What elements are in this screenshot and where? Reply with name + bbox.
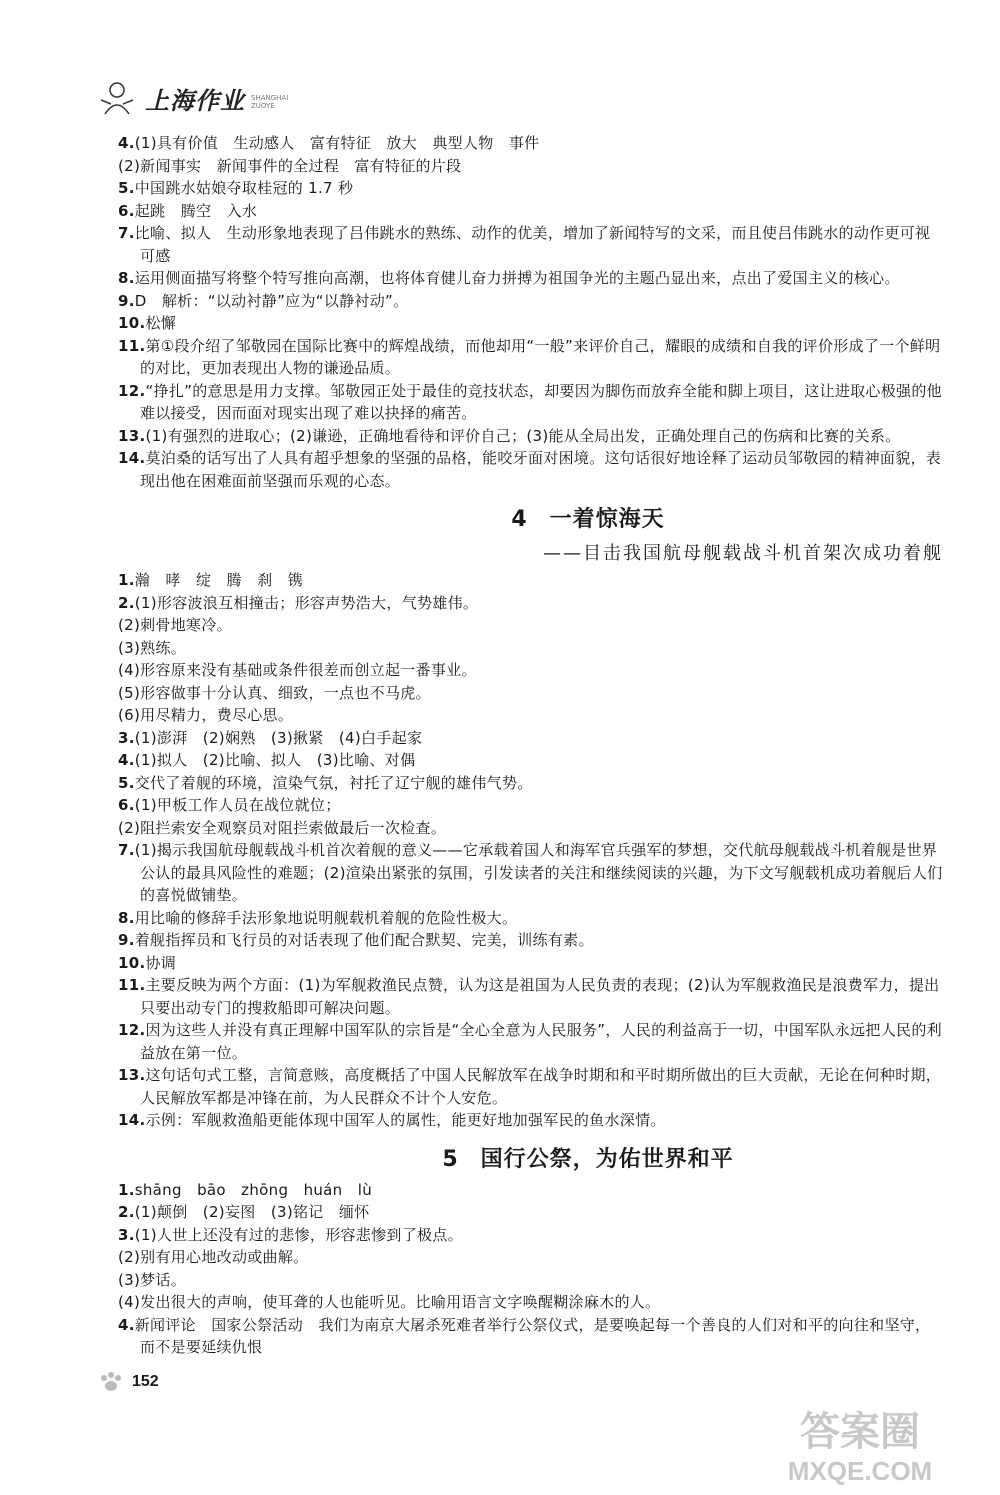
answer-number: 11. <box>118 976 146 994</box>
answer-item <box>118 592 943 615</box>
answer-number: 14. <box>118 1111 146 1129</box>
answer-item <box>118 200 943 223</box>
answer-item <box>118 335 943 380</box>
boy-mascot-icon <box>95 80 139 116</box>
answer-text: (1)颠倒 (2)妄图 (3)铭记 缅怀 <box>134 1203 370 1221</box>
answer-text: 用比喻的修辞手法形象地说明舰载机着舰的危险性极大。 <box>134 908 518 927</box>
answer-number: 3. <box>118 1225 135 1244</box>
answer-text: (4)形容原来没有基础或条件很差而创立起一番事业。 <box>118 661 477 679</box>
answer-item <box>118 1246 943 1269</box>
answer-text: (3)熟练。 <box>118 638 187 657</box>
answer-item <box>118 177 943 200</box>
answer-number: 4. <box>118 134 135 152</box>
answer-item <box>118 637 943 660</box>
answer-text: (1)形容波浪互相撞击；形容声势浩大，气势雄伟。 <box>134 593 479 612</box>
answer-number: 12. <box>118 1021 146 1039</box>
answer-text: 协调 <box>145 953 177 972</box>
answer-number: 11. <box>118 336 146 355</box>
answer-text: 着舰指挥员和飞行员的对话表现了他们配合默契、完美，训练有素。 <box>134 931 594 949</box>
answer-number: 12. <box>118 381 146 400</box>
answer-item <box>118 817 943 840</box>
answer-item <box>118 447 943 492</box>
answer-number: 13. <box>118 1066 146 1084</box>
answer-number: 9. <box>118 291 135 310</box>
answer-item <box>118 907 943 930</box>
answer-item <box>118 1019 943 1064</box>
answer-item <box>118 659 943 682</box>
answer-item <box>118 839 943 907</box>
answer-item <box>118 1269 943 1292</box>
section-number: 5 <box>442 1146 459 1172</box>
watermark-main: 答案圈 <box>800 1410 920 1454</box>
watermark-logo <box>760 1400 960 1490</box>
answer-item <box>118 614 943 637</box>
answer-text: 比喻、拟人 生动形象地表现了吕伟跳水的熟练、动作的优美，增加了新闻特写的文采，而且使吕伟跳水的动作更可视可感 <box>134 224 931 265</box>
answer-number: 4. <box>118 1315 135 1334</box>
answer-text: (1)拟人 (2)比喻、拟人 (3)比喻、对偶 <box>134 751 416 769</box>
answer-number: 1. <box>118 571 135 589</box>
answer-text: 新闻评论 国家公祭活动 我们为南京大屠杀死难者举行公祭仪式，是要唤起每一个善良的人们对和平的向往和坚守，而不是要延续仇恨 <box>134 1315 931 1356</box>
answer-item <box>118 772 943 795</box>
answer-content <box>118 132 943 1359</box>
section-4-subtitle: ——目击我国航母舰载战斗机首架次成功着舰 <box>543 543 943 564</box>
answer-text: 主要反映为两个方面：(1)为军舰救渔民点赞，认为这是祖国为人民负责的表现；(2)认为军舰救渔民是浪费军力，提出只要出动专门的搜救船即可解决问题。 <box>140 976 940 1017</box>
answer-text: (1)揭示我国航母舰载战斗机首次着舰的意义——它承载着国人和海军官兵强军的梦想，交代航母舰载战斗机着舰是世界公认的最具风险性的难题；(2)渲染出紧张的氛围，引发读者的关注和继续阅读的兴趣，为下文写舰载机成功着舰后人们的喜悦做铺垫。 <box>134 841 943 904</box>
answer-number: 5. <box>118 773 135 792</box>
answer-item <box>118 974 943 1019</box>
answer-item <box>118 682 943 705</box>
answer-text: (6)用尽精力，费尽心思。 <box>118 706 294 724</box>
answer-text: (3)梦话。 <box>118 1270 187 1289</box>
answer-text: (4)发出很大的声响，使耳聋的人也能听见。比喻用语言文字唤醒糊涂麻木的人。 <box>118 1293 661 1311</box>
section-title-text: 一着惊海天 <box>549 507 665 532</box>
section-4-title <box>118 502 943 533</box>
answer-text: (1)人世上还没有过的悲惨，形容悲惨到了极点。 <box>134 1225 463 1244</box>
answer-text: (2)阻拦索安全观察员对阻拦索做最后一次检查。 <box>118 818 447 837</box>
answer-number: 6. <box>118 201 135 220</box>
logo-text: 上海作业 <box>145 85 245 115</box>
answer-item <box>118 1109 943 1132</box>
answer-text: 运用侧面描写将整个特写推向高潮，也将体育健儿奋力拼搏为祖国争光的主题凸显出来，点出了爱国主义的核心。 <box>134 269 900 287</box>
answer-text: 莫泊桑的话写出了人具有超乎想象的坚强的品格，能咬牙面对困境。这句话很好地诠释了运动员邹敬园的精神面貌，表现出他在困难面前坚强而乐观的心态。 <box>140 449 942 490</box>
answer-number: 10. <box>118 314 146 332</box>
answer-text: (1)甲板工作人员在战位就位； <box>134 796 341 814</box>
answer-item <box>118 312 943 335</box>
answer-text: 示例：军舰救渔船更能体现中国军人的属性，能更好地加强军民的鱼水深情。 <box>145 1111 666 1129</box>
answer-item <box>118 727 943 750</box>
answer-number: 13. <box>118 426 146 445</box>
section-number: 4 <box>511 507 528 532</box>
section-3-answers <box>118 132 943 492</box>
answer-number: 14. <box>118 449 146 467</box>
answer-text: (1)澎湃 (2)娴熟 (3)揪紧 (4)白手起家 <box>134 728 423 747</box>
answer-item <box>118 1314 943 1359</box>
answer-item <box>118 425 943 448</box>
answer-text: 起跳 腾空 入水 <box>134 201 258 220</box>
answer-item <box>118 1201 943 1224</box>
section-5-title <box>118 1142 943 1173</box>
answer-text: (1)有强烈的进取心；(2)谦逊，正确地看待和评价自己；(3)能从全局出发，正确处理自己的伤病和比赛的关系。 <box>145 426 901 445</box>
answer-text: shāng bāo zhōng huán lù <box>134 1180 373 1199</box>
answer-item <box>118 704 943 727</box>
answer-number: 1. <box>118 1180 135 1199</box>
answer-number: 5. <box>118 179 135 197</box>
answer-number: 8. <box>118 269 135 287</box>
page-header <box>95 78 301 118</box>
answer-text: 中国跳水姑娘夺取桂冠的 1.7 秒 <box>134 179 354 197</box>
section-title-text: 国行公祭，为佑世界和平 <box>480 1146 734 1172</box>
watermark-url: MXQE.COM <box>787 1456 933 1486</box>
answer-item <box>118 290 943 313</box>
answer-text: 第①段介绍了邹敬园在国际比赛中的辉煌战绩，而他却用“一般”来评价自己，耀眼的成绩和自我的评价形成了一个鲜明的对比，更加表现出人物的谦逊品质。 <box>140 336 941 377</box>
answer-item <box>118 155 943 178</box>
page-footer <box>96 1370 159 1394</box>
answer-number: 8. <box>118 908 135 927</box>
answer-item <box>118 1179 943 1202</box>
answer-item <box>118 794 943 817</box>
answer-text: (2)别有用心地改动或曲解。 <box>118 1248 309 1266</box>
answer-item <box>118 1224 943 1247</box>
answer-text: (5)形容做事十分认真、细致，一点也不马虎。 <box>118 683 431 702</box>
answer-text: (2)刺骨地寒冷。 <box>118 616 232 634</box>
answer-text: (2)新闻事实 新闻事件的全过程 富有特征的片段 <box>118 156 462 175</box>
paw-decoration-icon <box>96 1370 126 1394</box>
answer-number: 7. <box>118 841 135 859</box>
answer-item <box>118 1064 943 1109</box>
answer-number: 2. <box>118 593 135 612</box>
answer-text: 瀚 哮 绽 腾 刹 镌 <box>134 571 304 589</box>
answer-text: “挣扎”的意思是用力支撑。邹敬园正处于最佳的竞技状态，却要因为脚伤而放弃全能和脚上项目，这让进取心极强的他难以接受，因而面对现实出现了难以抉择的痛苦。 <box>140 381 942 422</box>
logo-subtext: SHANGHAI ZUOYE <box>251 94 289 110</box>
answer-number: 6. <box>118 796 135 814</box>
answer-number: 10. <box>118 953 146 972</box>
answer-item <box>118 267 943 290</box>
answer-item <box>118 1291 943 1314</box>
answer-text: 交代了着舰的环境，渲染气氛，衬托了辽宁舰的雄伟气势。 <box>134 773 533 792</box>
answer-number: 4. <box>118 751 135 769</box>
answer-number: 3. <box>118 728 135 747</box>
answer-number: 2. <box>118 1203 135 1221</box>
answer-item <box>118 952 943 975</box>
answer-item <box>118 132 943 155</box>
answer-text: 松懈 <box>145 314 177 332</box>
answer-number: 7. <box>118 224 135 242</box>
answer-text: D 解析：“以动衬静”应为“以静衬动”。 <box>134 291 409 310</box>
answer-item <box>118 929 943 952</box>
section-4-answers <box>118 569 943 1132</box>
answer-text: (1)具有价值 生动感人 富有特征 放大 典型人物 事件 <box>134 134 540 152</box>
answer-item <box>118 380 943 425</box>
answer-number: 9. <box>118 931 135 949</box>
section-5-answers <box>118 1179 943 1359</box>
answer-text: 因为这些人并没有真正理解中国军队的宗旨是“全心全意为人民服务”，人民的利益高于一切，中国军队永远把人民的利益放在第一位。 <box>140 1021 942 1062</box>
answer-item <box>118 569 943 592</box>
page-number: 152 <box>132 1373 159 1390</box>
answer-item <box>118 222 943 267</box>
answer-item <box>118 749 943 772</box>
answer-text: 这句话句式工整，言简意赅，高度概括了中国人民解放军在战争时期和和平时期所做出的巨大贡献，无论在何种时期，人民解放军都是冲锋在前，为人民群众不计个人安危。 <box>140 1066 942 1107</box>
